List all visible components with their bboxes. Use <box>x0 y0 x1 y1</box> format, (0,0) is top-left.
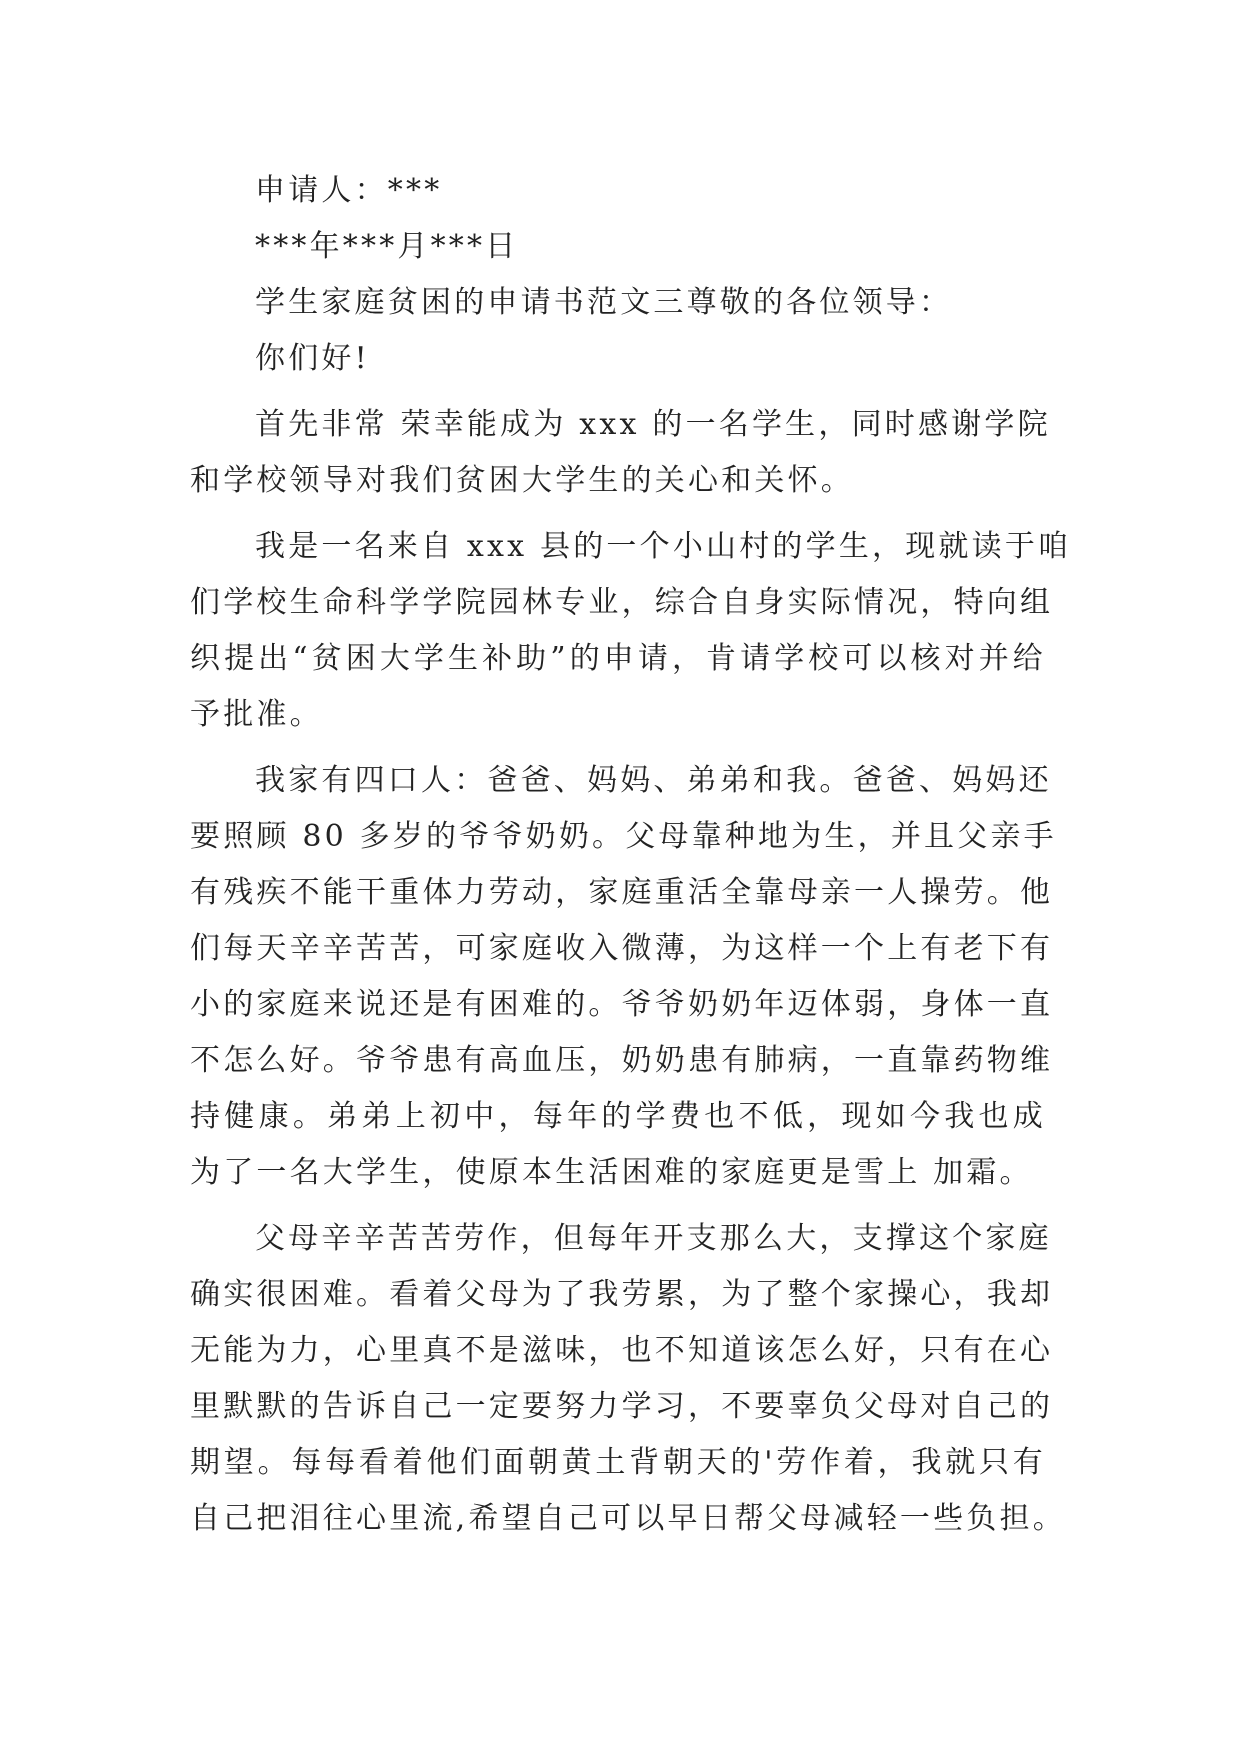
paragraph-line: 首先非常 荣幸能成为 xxx 的一名学生，同时感谢学院 <box>255 407 1051 442</box>
greeting-line: 你们好! <box>255 341 370 376</box>
paragraph-2 <box>190 519 1072 743</box>
paragraph-line: 里默默的告诉自己一定要努力学习，不要辜负父母对自己的 <box>190 1389 1054 1424</box>
paragraph-line: 要照顾 80 多岁的爷爷奶奶。父母靠种地为生，并且父亲手 <box>190 819 1057 854</box>
paragraph-4 <box>190 1211 1066 1547</box>
paragraph-line: 予批准。 <box>190 697 323 732</box>
paragraph-line: 为了一名大学生，使原本生活困难的家庭更是雪上 加霜。 <box>190 1155 1033 1190</box>
date-line: ***年***月***日 <box>255 229 519 264</box>
paragraph-line: 无能为力，心里真不是滋味，也不知道该怎么好，只有在心 <box>190 1333 1054 1368</box>
paragraph-line: 我家有四口人：爸爸、妈妈、弟弟和我。爸爸、妈妈还 <box>255 763 1052 798</box>
paragraph-line: 有残疾不能干重体力劳动，家庭重活全靠母亲一人操劳。他 <box>190 875 1054 910</box>
paragraph-line: 们每天辛辛苦苦，可家庭收入微薄，为这样一个上有老下有 <box>190 931 1054 966</box>
paragraph-line: 和学校领导对我们贫困大学生的关心和关怀。 <box>190 463 854 498</box>
paragraph-3 <box>190 753 1057 1201</box>
paragraph-line: 期望。每每看着他们面朝黄土背朝天的'劳作着，我就只有 <box>190 1445 1046 1480</box>
paragraph-line: 自己把泪往心里流,希望自己可以早日帮父母减轻一些负担。 <box>190 1501 1066 1536</box>
paragraph-line: 父母辛辛苦苦劳作，但每年开支那么大，支撑这个家庭 <box>255 1221 1052 1256</box>
paragraph-line: 确实很困难。看着父母为了我劳累，为了整个家操心，我却 <box>190 1277 1054 1312</box>
paragraph-line: 我是一名来自 xxx 县的一个小山村的学生，现就读于咱 <box>255 529 1072 564</box>
document-body <box>190 163 1072 1547</box>
applicant-line: 申请人：*** <box>255 173 443 208</box>
paragraph-line: 们学校生命科学学院园林专业，综合自身实际情况，特向组 <box>190 585 1054 620</box>
paragraph-line: 不怎么好。爷爷患有高血压，奶奶患有肺病，一直靠药物维 <box>190 1043 1054 1078</box>
paragraph-line: 织提出“贫困大学生补助”的申请，肯请学校可以核对并给 <box>190 641 1046 676</box>
heading-line: 学生家庭贫困的申请书范文三尊敬的各位领导： <box>255 285 953 320</box>
paragraph-line: 持健康。弟弟上初中，每年的学费也不低，现如今我也成 <box>190 1099 1046 1134</box>
paragraph-line: 小的家庭来说还是有困难的。爷爷奶奶年迈体弱，身体一直 <box>190 987 1054 1022</box>
paragraph-1 <box>190 397 1051 509</box>
